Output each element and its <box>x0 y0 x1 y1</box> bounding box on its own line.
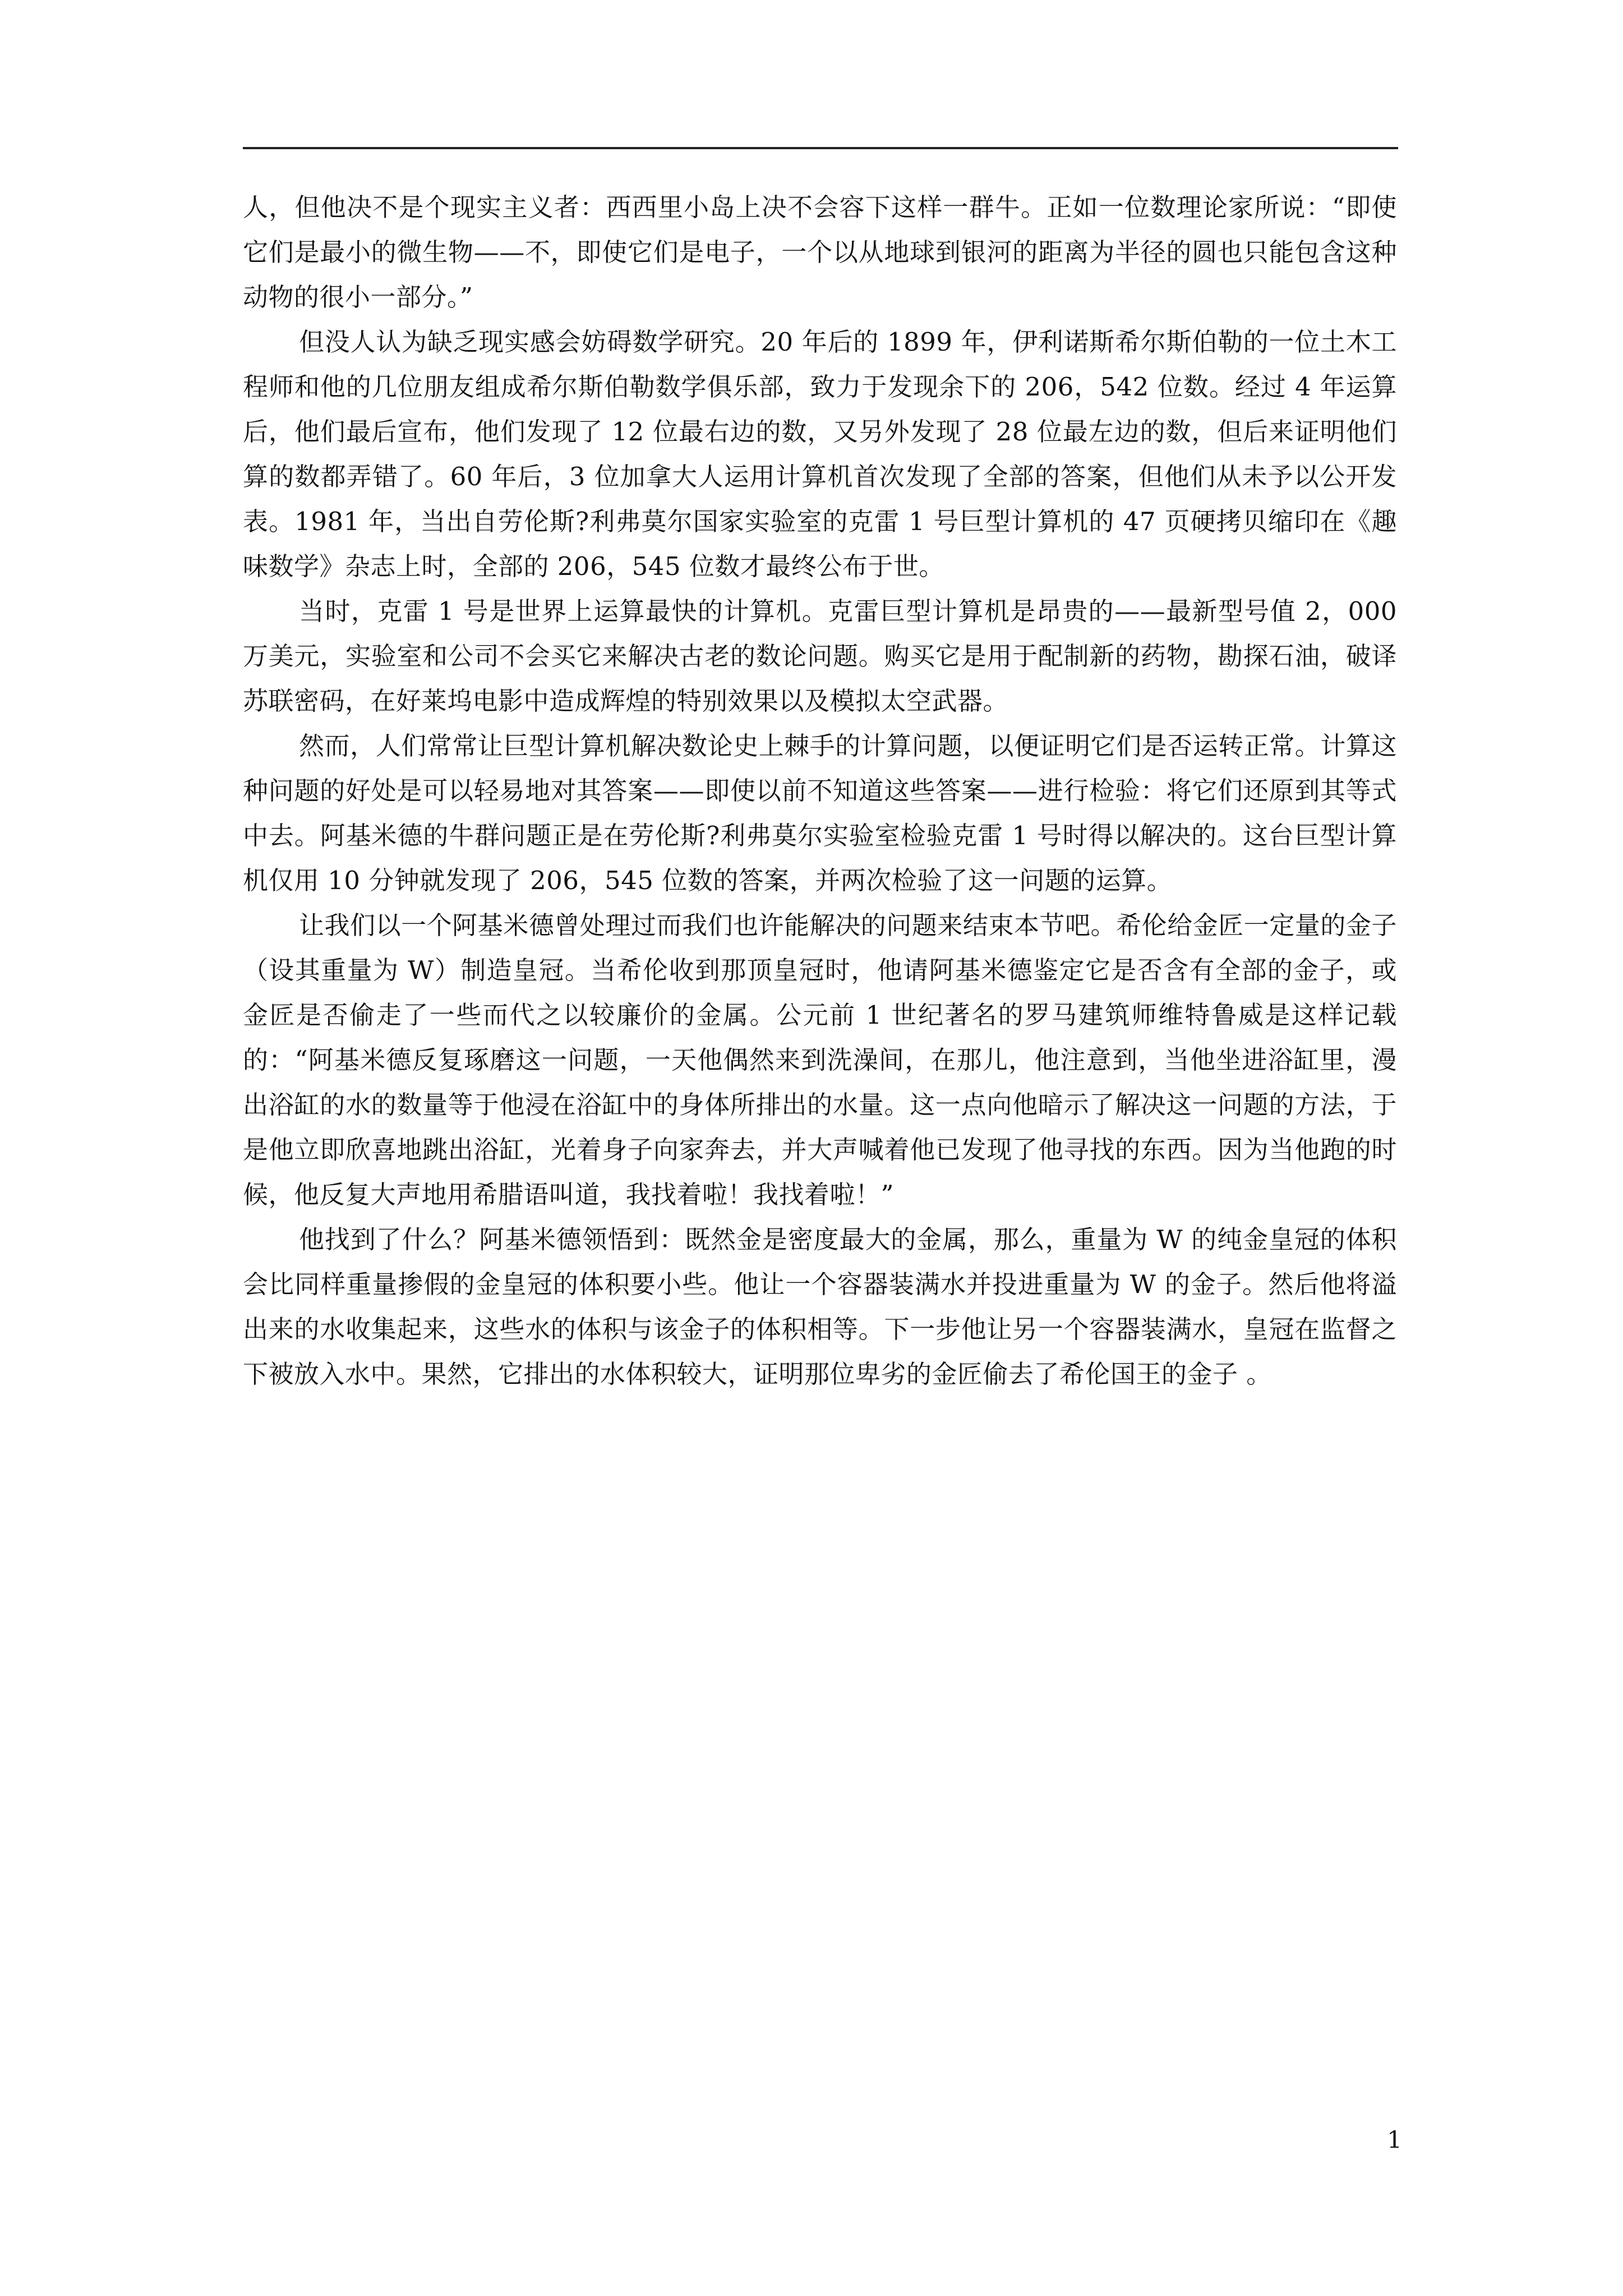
paragraph: 但没人认为缺乏现实感会妨碍数学研究。20 年后的 1899 年，伊利诺斯希尔斯伯勒的一位土木工程师和他的几位朋友组成希尔斯伯勒数学俱乐部，致力于发现余下的 206，542 位数。经过 4 年运算后，他们最后宣布，他们发现了 12 位最右边的数，又另外发现了 28 位最左边的数，但后来证明他们算的数都弄错了。60 年后，3 位加拿大人运用计算机首次发现了全部的答案，但他们从未予以公开发表。1981 年，当出自劳伦斯?利弗莫尔国家实验室的克雷 1 号巨型计算机的 47 页硬拷贝缩印在《趣味数学》杂志上时，全部的 206，545 位数才最终公布于世。 <box>243 327 1397 581</box>
paragraph: 然而，人们常常让巨型计算机解决数论史上棘手的计算问题，以便证明它们是否运转正常。计算这种问题的好处是可以轻易地对其答案——即使以前不知道这些答案——进行检验：将它们还原到其等式中去。阿基米德的牛群问题正是在劳伦斯?利弗莫尔实验室检验克雷 1 号时得以解决的。这台巨型计算机仅用 10 分钟就发现了 206，545 位数的答案，并两次检验了这一问题的运算。 <box>243 731 1397 895</box>
paragraph: 他找到了什么？阿基米德领悟到：既然金是密度最大的金属，那么，重量为 W 的纯金皇冠的体积会比同样重量掺假的金皇冠的体积要小些。他让一个容器装满水并投进重量为 W 的金子。然后他将溢出来的水收集起来，这些水的体积与该金子的体积相等。下一步他让另一个容器装满水，皇冠在监督之下被放入水中。果然，它排出的水体积较大，证明那位卑劣的金匠偷去了希伦国王的金子 。 <box>243 1225 1397 1389</box>
page-number: 1 <box>1387 2126 1402 2154</box>
paragraph: 人，但他决不是个现实主义者：西西里小岛上决不会容下这样一群牛。正如一位数理论家所说：“即使它们是最小的微生物——不，即使它们是电子，一个以从地球到银河的距离为半径的圆也只能包含这种动物的很小一部分。” <box>243 192 1397 312</box>
header-rule <box>243 147 1398 149</box>
body-text <box>243 185 1397 1397</box>
paragraph: 让我们以一个阿基米德曾处理过而我们也许能解决的问题来结束本节吧。希伦给金匠一定量的金子（设其重量为 W）制造皇冠。当希伦收到那顶皇冠时，他请阿基米德鉴定它是否含有全部的金子，或金匠是否偷走了一些而代之以较廉价的金属。公元前 1 世纪著名的罗马建筑师维特鲁威是这样记载的：“阿基米德反复琢磨这一问题，一天他偶然来到洗澡间，在那儿，他注意到，当他坐进浴缸里，漫出浴缸的水的数量等于他浸在浴缸中的身体所排出的水量。这一点向他暗示了解决这一问题的方法，于是他立即欣喜地跳出浴缸，光着身子向家奔去，并大声喊着他已发现了他寻找的东西。因为当他跑的时候，他反复大声地用希腊语叫道，我找着啦！我找着啦！” <box>243 910 1397 1209</box>
paragraph: 当时，克雷 1 号是世界上运算最快的计算机。克雷巨型计算机是昂贵的——最新型号值 2，000 万美元，实验室和公司不会买它来解决古老的数论问题。购买它是用于配制新的药物，勘探石油，破译苏联密码，在好莱坞电影中造成辉煌的特别效果以及模拟太空武器。 <box>243 596 1397 716</box>
